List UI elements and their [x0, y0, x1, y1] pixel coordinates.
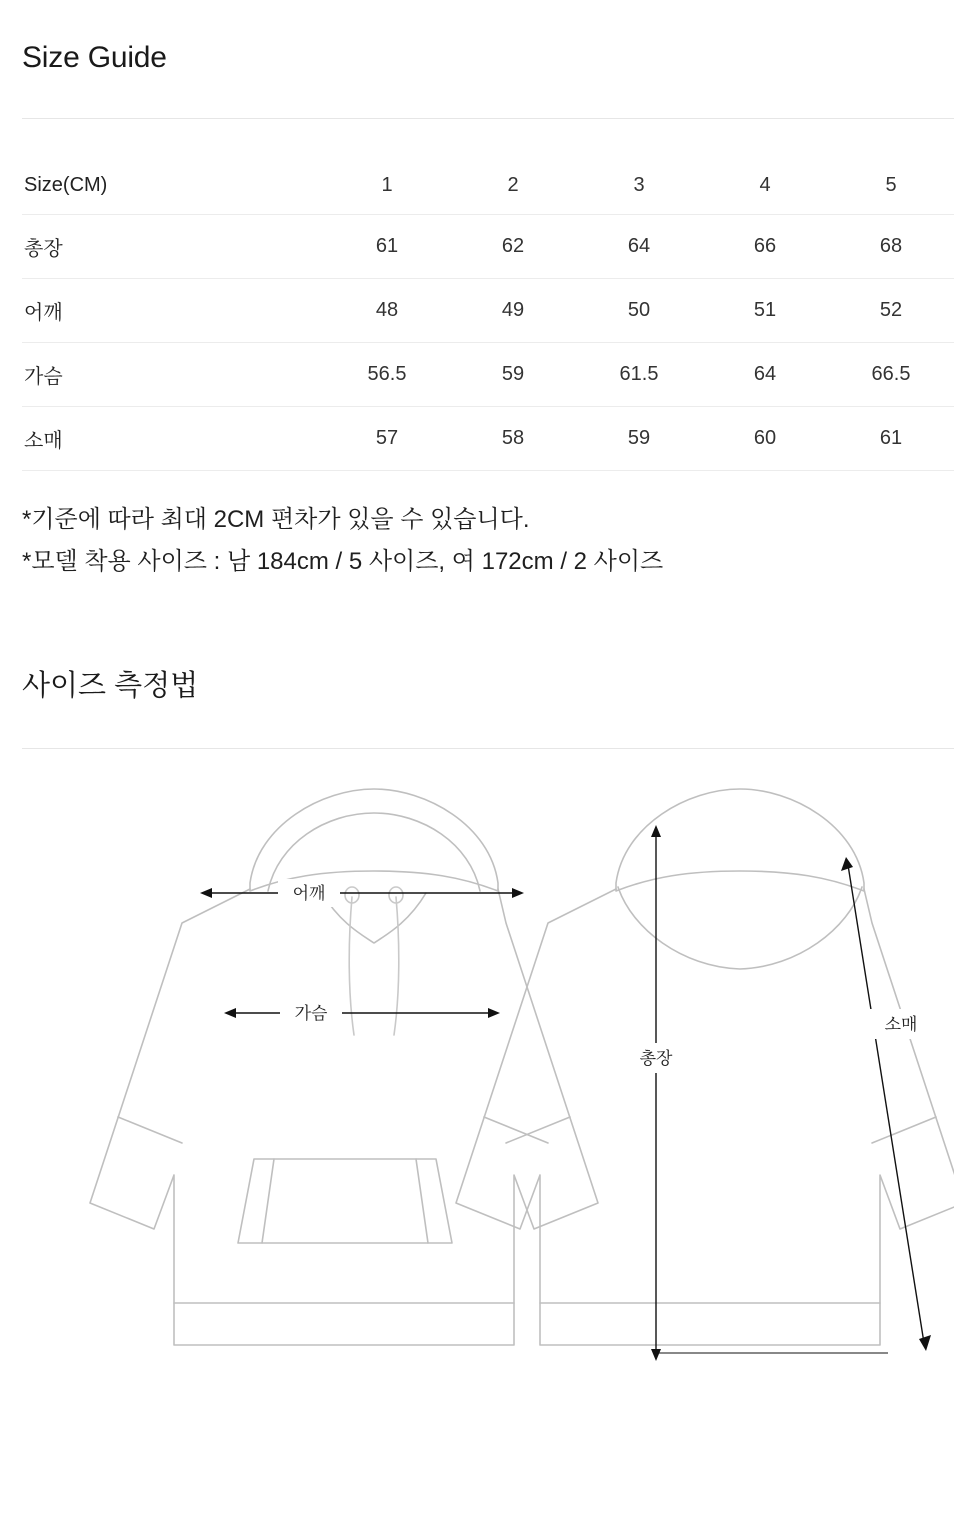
note-model-size: *모델 착용 사이즈 : 남 184cm / 5 사이즈, 여 172cm / 2 사이즈 [22, 548, 664, 575]
front-cuff-left [118, 1117, 182, 1143]
cell-shoulder-3: 50 [576, 279, 702, 343]
table-col-header-1: 1 [324, 157, 450, 215]
label-shoulder: 어깨 [292, 883, 326, 903]
table-col-header-5: 5 [828, 157, 954, 215]
measure-section-title: 사이즈 측정법 [22, 670, 199, 702]
table-col-header-3: 3 [576, 157, 702, 215]
cell-chest-5: 66.5 [828, 343, 954, 407]
front-drawstring-right [394, 897, 399, 1035]
row-label-chest: 가슴 [22, 343, 324, 407]
cell-shoulder-4: 51 [702, 279, 828, 343]
row-label-sleeve: 소매 [22, 407, 324, 471]
table-col-header-size: Size(CM) [22, 157, 324, 215]
sleeve-arrow-bottom [919, 1335, 931, 1351]
table-col-header-2: 2 [450, 157, 576, 215]
cell-sleeve-3: 59 [576, 407, 702, 471]
cell-sleeve-5: 61 [828, 407, 954, 471]
title-divider [22, 118, 954, 119]
front-hood-outer [250, 789, 498, 891]
table-col-header-4: 4 [702, 157, 828, 215]
cell-sleeve-4: 60 [702, 407, 828, 471]
label-length: 총장 [639, 1048, 673, 1068]
cell-length-5: 68 [828, 215, 954, 279]
front-drawstring-left [349, 897, 354, 1035]
shoulder-arrow-right [512, 888, 524, 898]
label-chest: 가슴 [294, 1003, 328, 1023]
back-hood-seam [618, 887, 862, 969]
shoulder-arrow-left [200, 888, 212, 898]
label-sleeve: 소매 [884, 1014, 918, 1034]
sleeve-arrow-top [841, 857, 853, 871]
cell-sleeve-2: 58 [450, 407, 576, 471]
cell-length-1: 61 [324, 215, 450, 279]
cell-shoulder-2: 49 [450, 279, 576, 343]
hoodie-measurement-diagram [22, 773, 954, 1433]
cell-length-2: 62 [450, 215, 576, 279]
cell-chest-2: 59 [450, 343, 576, 407]
back-body [456, 889, 954, 1345]
table-row [22, 407, 954, 471]
table-header-row [22, 157, 954, 215]
sleeve-dimension-line [848, 865, 924, 1343]
cell-length-3: 64 [576, 215, 702, 279]
back-cuff-right [872, 1117, 936, 1143]
front-body [90, 889, 598, 1345]
cell-chest-3: 61.5 [576, 343, 702, 407]
size-table [22, 157, 954, 471]
notes [22, 499, 954, 583]
page-title: Size Guide [22, 41, 167, 74]
back-hood-outer [616, 789, 864, 891]
measure-section-divider [22, 748, 954, 749]
cell-shoulder-1: 48 [324, 279, 450, 343]
cell-chest-1: 56.5 [324, 343, 450, 407]
front-pocket-edge-left [262, 1159, 274, 1243]
row-label-shoulder: 어깨 [22, 279, 324, 343]
table-row [22, 343, 954, 407]
length-arrow-bottom [651, 1349, 661, 1361]
cell-sleeve-1: 57 [324, 407, 450, 471]
row-label-length: 총장 [22, 215, 324, 279]
cell-shoulder-5: 52 [828, 279, 954, 343]
cell-length-4: 66 [702, 215, 828, 279]
front-pocket-edge-right [416, 1159, 428, 1243]
table-row [22, 279, 954, 343]
front-pocket [238, 1159, 452, 1243]
size-guide-page [0, 40, 976, 1540]
table-row [22, 215, 954, 279]
cell-chest-4: 64 [702, 343, 828, 407]
length-arrow-top [651, 825, 661, 837]
note-tolerance: *기준에 따라 최대 2CM 편차가 있을 수 있습니다. [22, 506, 530, 533]
chest-arrow-right [488, 1008, 500, 1018]
chest-arrow-left [224, 1008, 236, 1018]
